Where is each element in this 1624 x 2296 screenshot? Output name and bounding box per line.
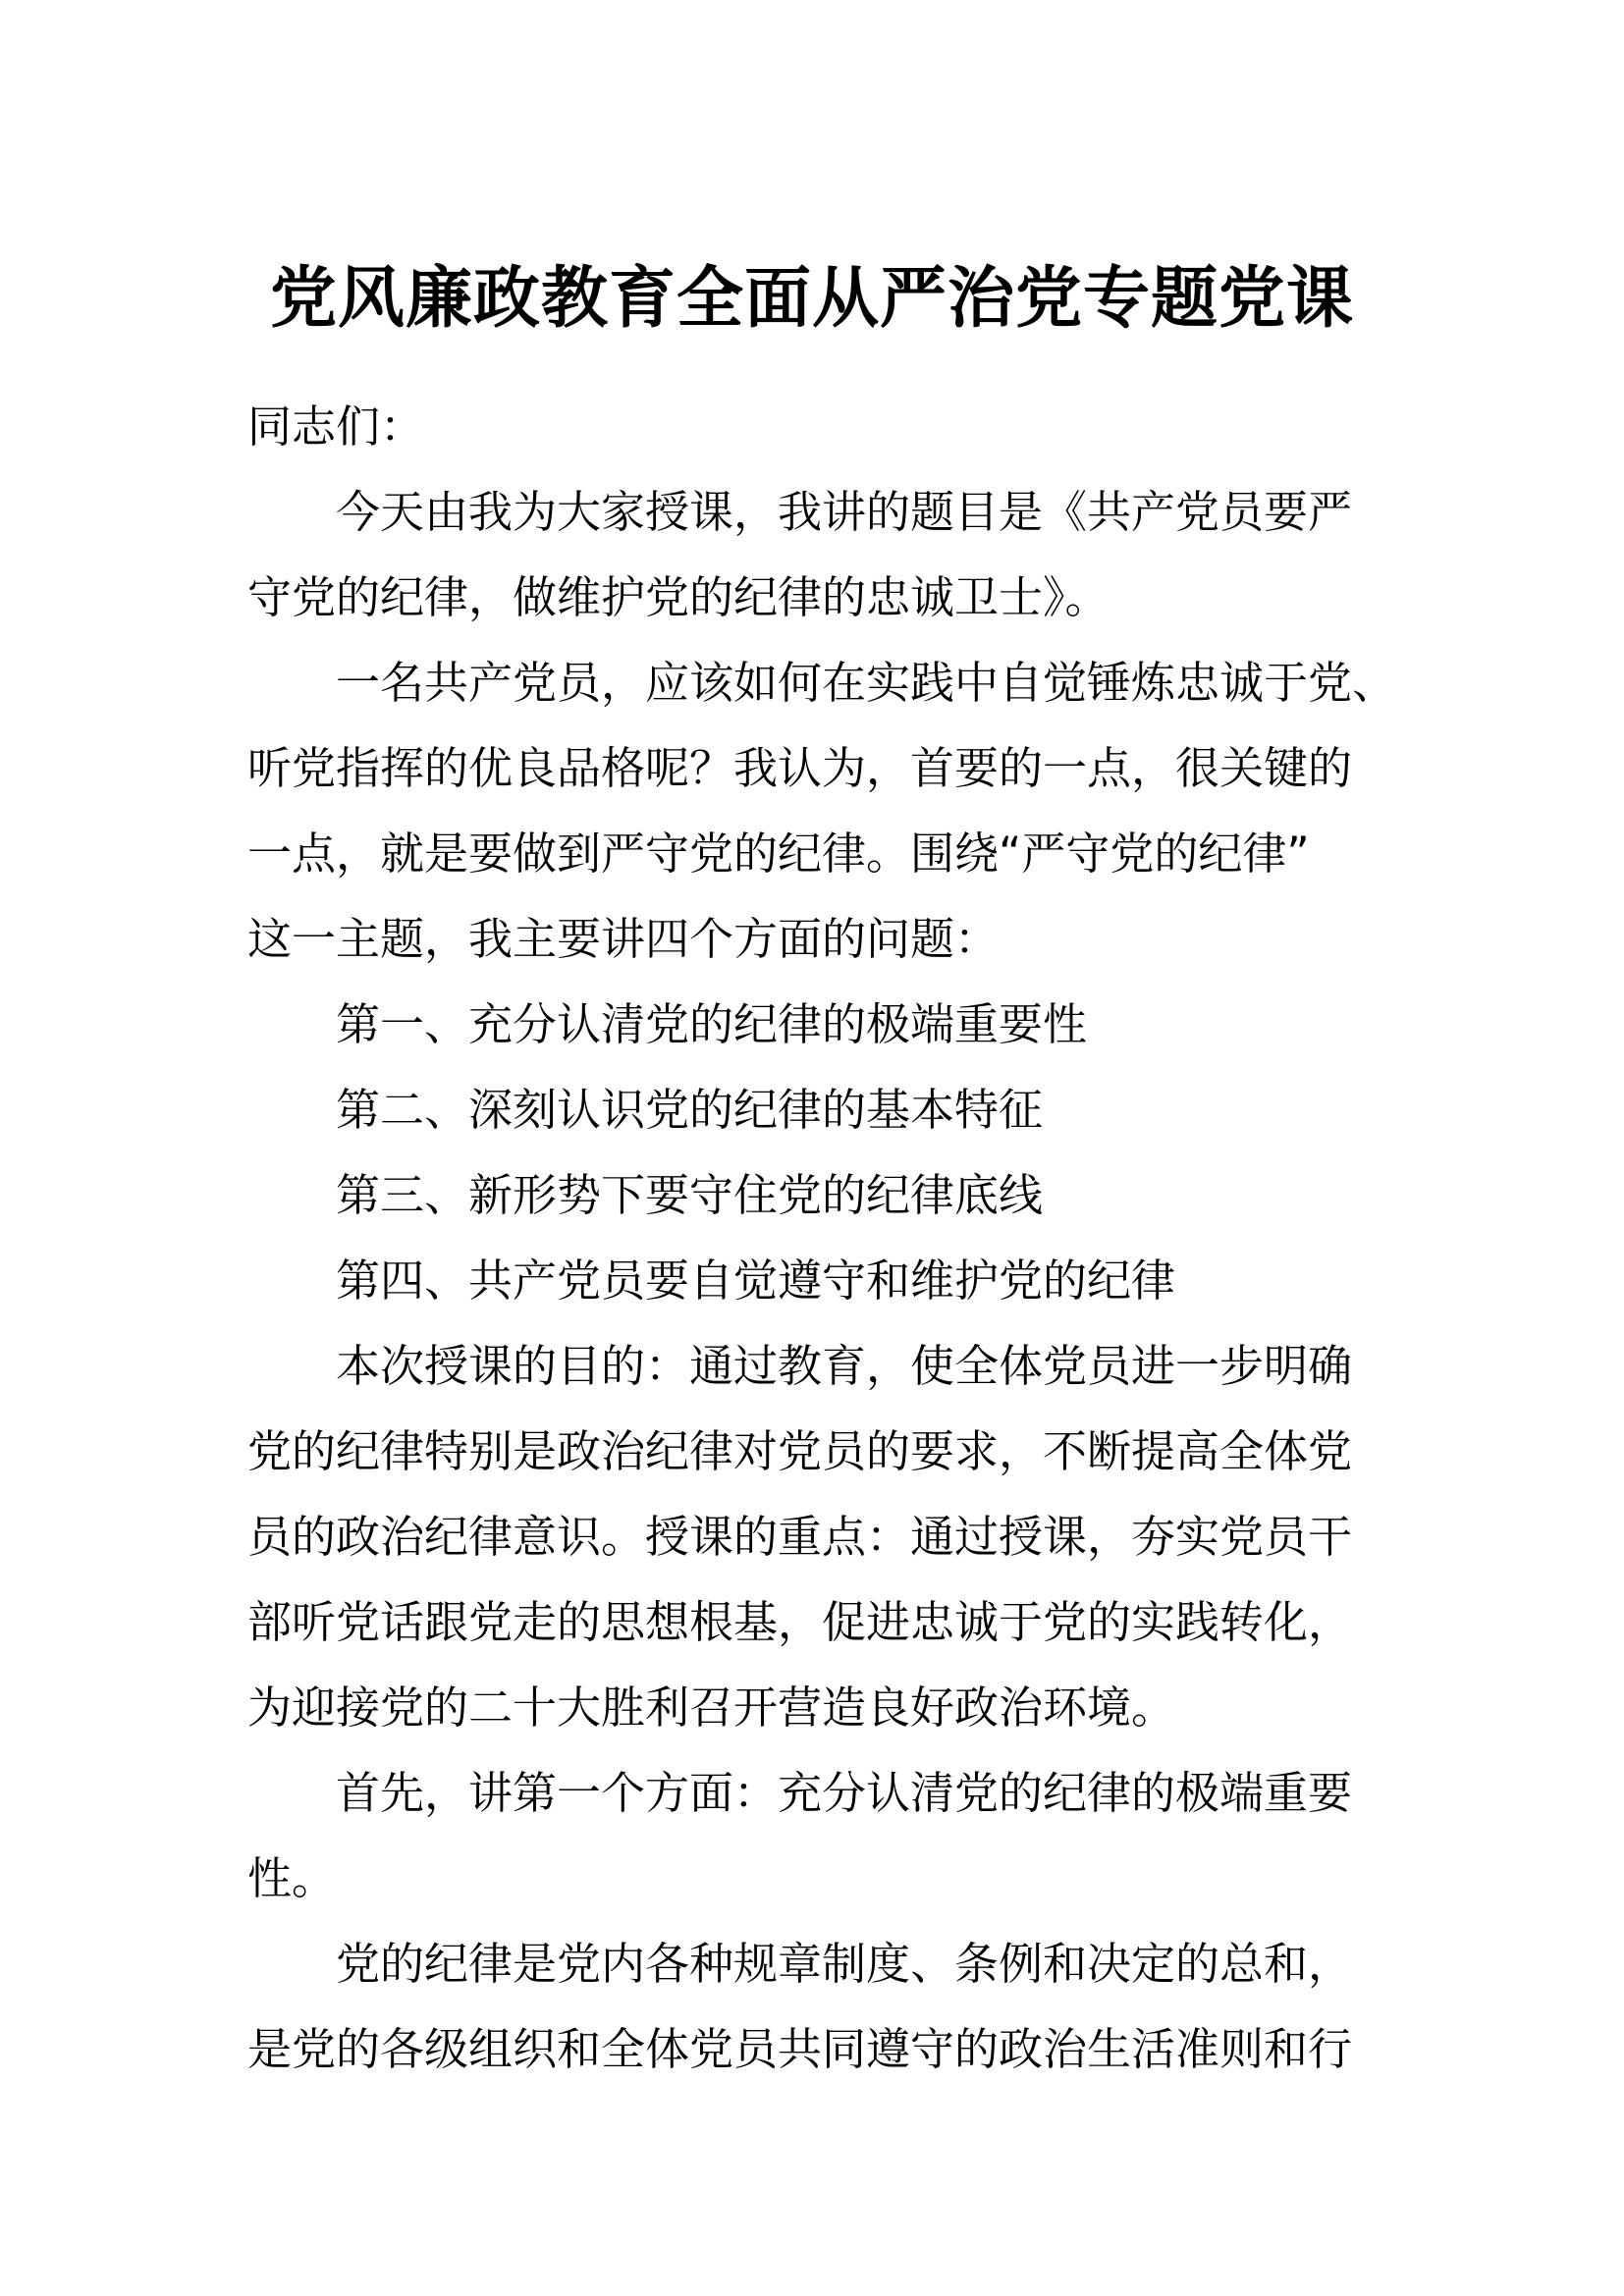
paragraph-line: 性。: [247, 1852, 337, 1904]
outline-item: 第四、共产党员要自觉遵守和维护党的纪律: [336, 1255, 1176, 1307]
paragraph-line: 为迎接党的二十大胜利召开营造良好政治环境。: [247, 1682, 1176, 1734]
document-body: [247, 384, 1396, 2092]
outline-item: 第二、深刻认识党的纪律的基本特征: [336, 1084, 1044, 1136]
paragraph-line: 一点，就是要做到严守党的纪律。围绕“严守党的纪律”: [247, 828, 1310, 880]
paragraph-line: 是党的各级组织和全体党员共同遵守的政治生活准则和行: [247, 2023, 1353, 2075]
paragraph-line: 首先，讲第一个方面：充分认清党的纪律的极端重要: [336, 1767, 1353, 1819]
salutation: 同志们：: [247, 400, 425, 453]
paragraph-line: 本次授课的目的：通过教育，使全体党员进一步明确: [336, 1340, 1353, 1392]
paragraph-line: 守党的纪律，做维护党的纪律的忠诚卫士》。: [247, 571, 1110, 623]
paragraph-line: 这一主题，我主要讲四个方面的问题：: [247, 913, 1000, 965]
outline-item: 第一、充分认清党的纪律的极端重要性: [336, 998, 1088, 1050]
paragraph-line: 一名共产党员，应该如何在实践中自觉锤炼忠诚于党、: [336, 657, 1397, 709]
paragraph-line: 党的纪律特别是政治纪律对党员的要求，不断提高全体党: [247, 1425, 1353, 1477]
paragraph-line: 今天由我为大家授课，我讲的题目是《共产党员要严: [336, 486, 1353, 538]
document-title: 党风廉政教育全面从严治党专题党课: [269, 260, 1354, 338]
paragraph-line: 部听党话跟党走的思想根基，促进忠诚于党的实践转化，: [247, 1596, 1353, 1648]
paragraph-line: 党的纪律是党内各种规章制度、条例和决定的总和，: [336, 1938, 1353, 1990]
paragraph-line: 听党指挥的优良品格呢？我认为，首要的一点，很关键的: [247, 742, 1353, 794]
outline-item: 第三、新形势下要守住党的纪律底线: [336, 1169, 1044, 1221]
paragraph-line: 员的政治纪律意识。授课的重点：通过授课，夯实党员干: [247, 1511, 1353, 1563]
